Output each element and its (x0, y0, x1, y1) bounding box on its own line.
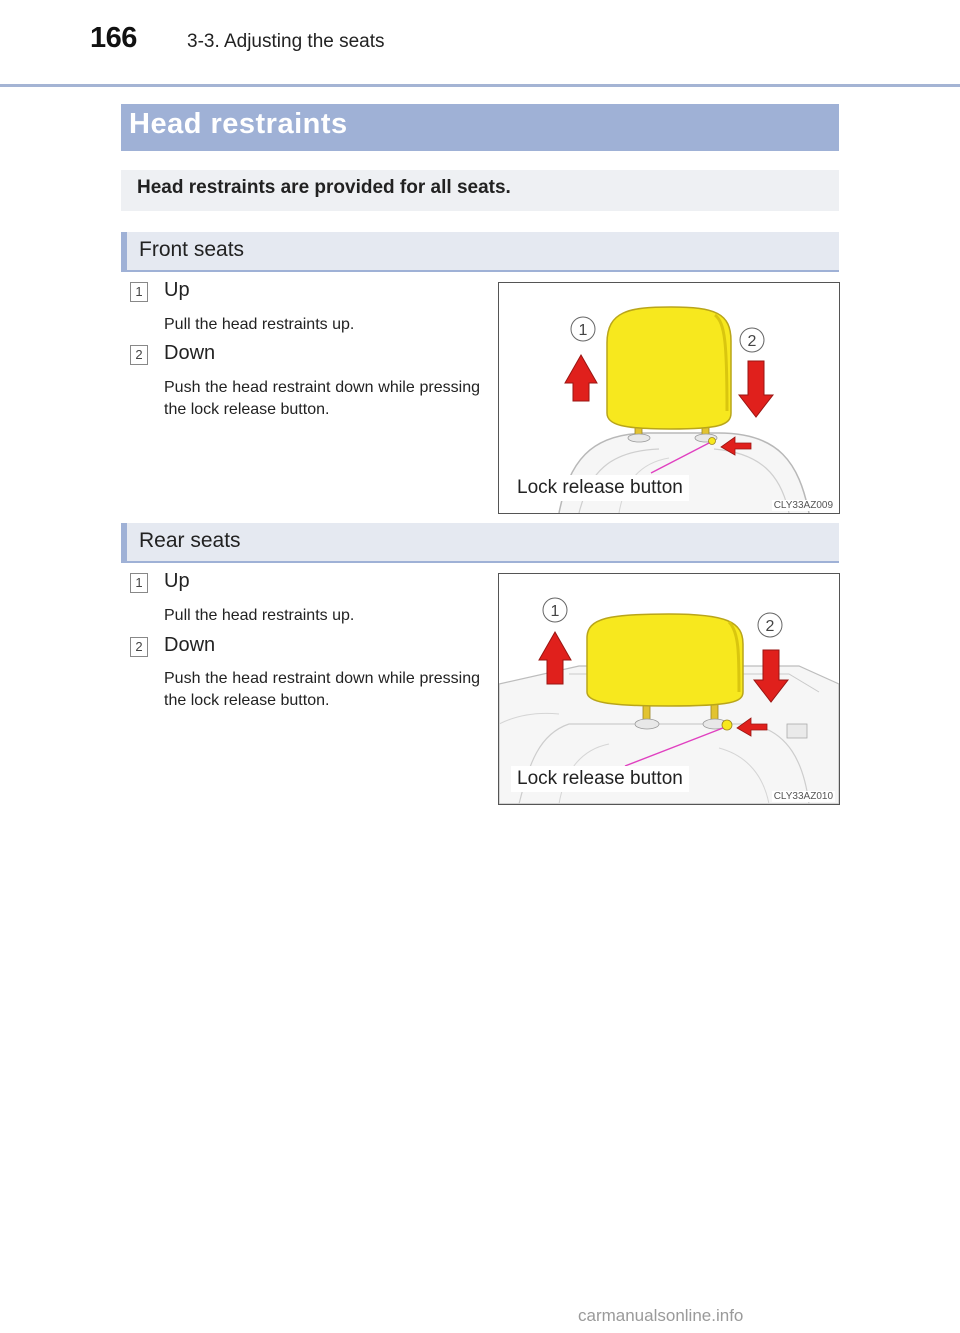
front-seats-heading-bar (121, 232, 839, 272)
front-item-2-number: 2 (130, 345, 148, 365)
main-title-bar (121, 104, 839, 151)
figure-code: CLY33AZ010 (773, 791, 833, 802)
lock-release-label: Lock release button (511, 475, 689, 501)
rear-seats-heading: Rear seats (139, 529, 241, 552)
head-restraint (607, 307, 731, 429)
front-item-1-number: 1 (130, 282, 148, 302)
header-rule (0, 84, 960, 87)
callout-2-text: 2 (765, 618, 775, 635)
rear-item-2-body: Push the head restraint down while pressing the lock release button. (164, 670, 480, 709)
down-arrow-icon (739, 361, 773, 417)
front-seat-figure (498, 282, 840, 514)
stay-collar-left (628, 434, 650, 442)
rear-item-1-title: Up (164, 570, 190, 592)
page-number: 166 (90, 22, 137, 54)
rear-item-1-body: Pull the head restraints up. (164, 607, 355, 624)
callout-2-text: 2 (747, 333, 757, 350)
rear-item-2-number: 2 (130, 637, 148, 657)
lock-release-button-mark (722, 720, 732, 730)
section-title: 3-3. Adjusting the seats (187, 31, 385, 52)
stay-collar-left (635, 719, 659, 729)
front-seats-heading: Front seats (139, 238, 245, 261)
front-item-1-title: Up (164, 279, 190, 301)
rear-item-2-title: Down (164, 634, 216, 656)
front-item-2-title: Down (164, 342, 216, 364)
page-header (90, 18, 840, 78)
callout-1-text: 1 (578, 322, 588, 339)
head-restraint (587, 614, 743, 706)
lock-release-label: Lock release button (511, 766, 689, 792)
lock-release-button-mark (709, 438, 716, 445)
callout-1-text: 1 (550, 603, 560, 620)
figure-code: CLY33AZ009 (773, 500, 833, 511)
watermark: carmanualsonline.info (578, 1306, 744, 1325)
up-arrow-icon (565, 355, 597, 401)
rear-belt-anchor (787, 724, 807, 738)
rear-seats-heading-bar (121, 523, 839, 563)
intro-text: Head restraints are provided for all seats. (137, 177, 511, 198)
rear-item-1-number: 1 (130, 573, 148, 593)
heading-accent (121, 232, 127, 270)
front-item-1-body: Pull the head restraints up. (164, 316, 355, 333)
intro-box (121, 170, 839, 211)
front-item-2-body: Push the head restraint down while pressing the lock release button. (164, 379, 480, 418)
page-title: Head restraints (129, 108, 348, 140)
heading-accent (121, 523, 127, 561)
rear-seat-figure (498, 573, 840, 805)
